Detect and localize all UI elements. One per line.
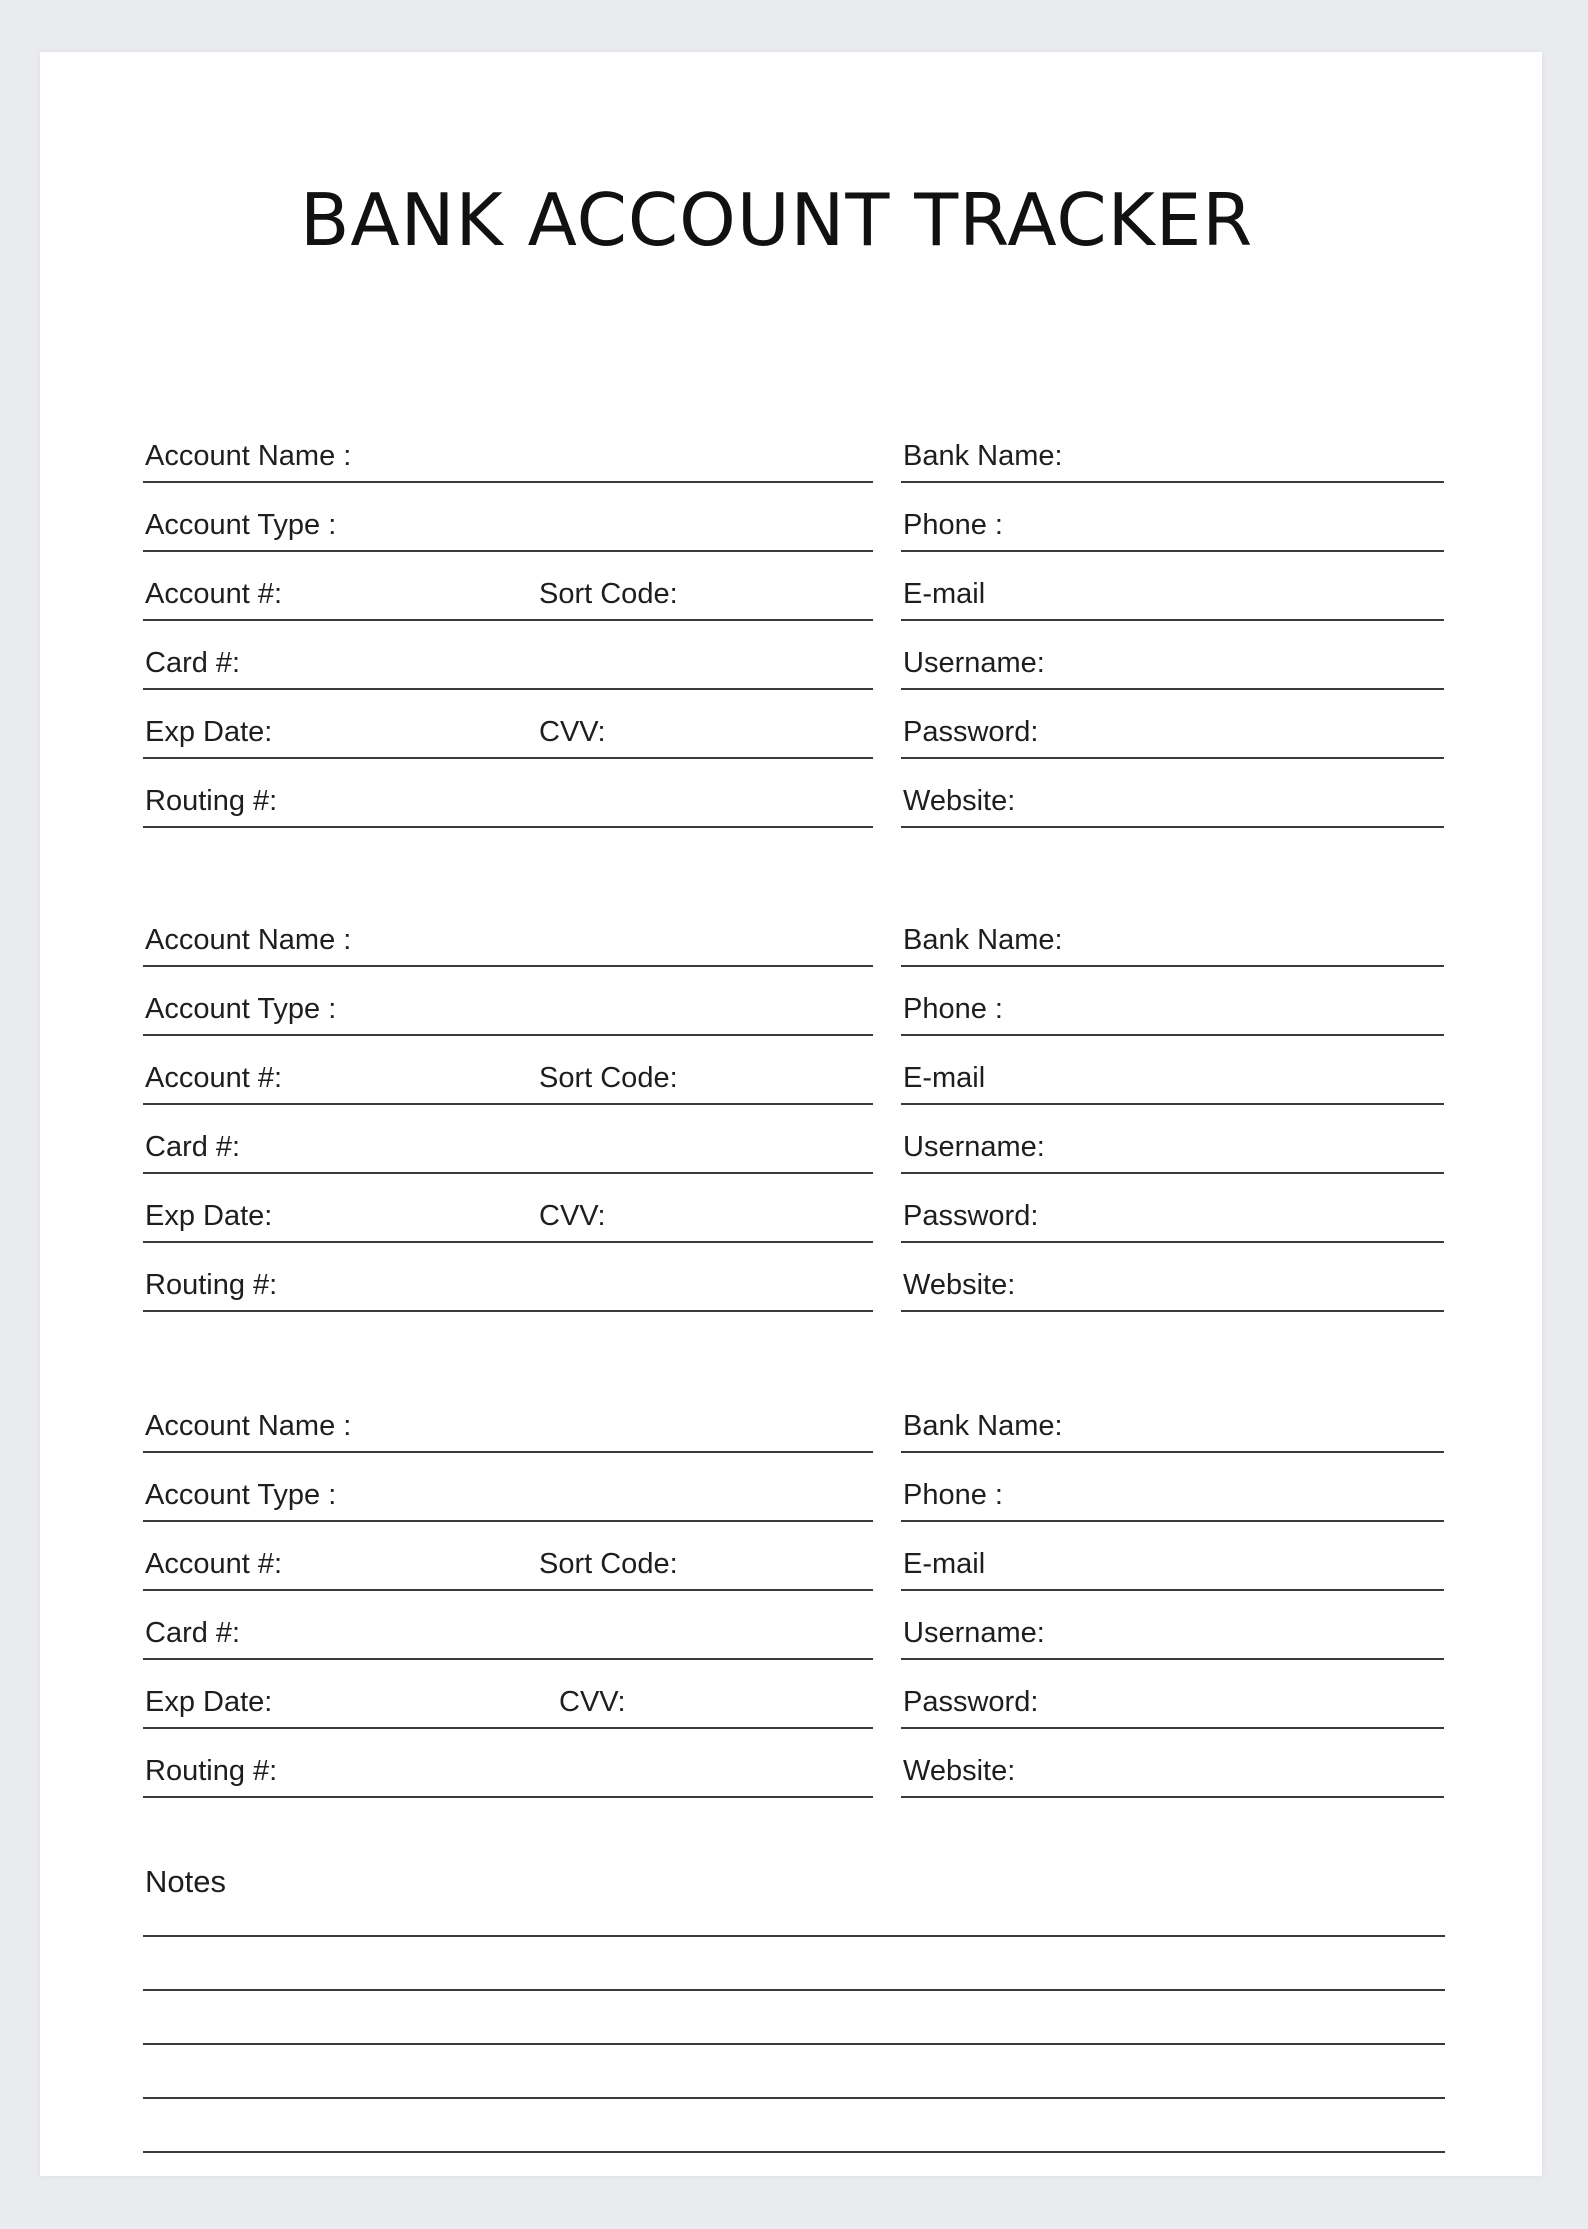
routing-number-label: Routing #:	[145, 1755, 278, 1787]
account-details-column	[143, 1384, 873, 1798]
password-field[interactable]	[901, 1660, 1444, 1729]
account-details-column	[143, 898, 873, 1312]
email-field[interactable]	[901, 1036, 1444, 1105]
password-label: Password:	[903, 716, 1039, 748]
account-number-field[interactable]	[143, 1036, 873, 1105]
account-section-1	[40, 414, 1542, 834]
email-field[interactable]	[901, 552, 1444, 621]
website-label: Website:	[903, 1755, 1016, 1787]
phone-label: Phone :	[903, 993, 1003, 1025]
bank-details-column	[901, 898, 1444, 1312]
bank-name-label: Bank Name:	[903, 924, 1063, 956]
cvv-label: CVV:	[559, 1686, 626, 1718]
account-name-label: Account Name :	[145, 440, 352, 472]
username-field[interactable]	[901, 1591, 1444, 1660]
sort-code-label: Sort Code:	[539, 1548, 678, 1580]
account-number-label: Account #:	[145, 578, 283, 610]
account-type-label: Account Type :	[145, 993, 337, 1025]
email-label: E-mail	[903, 1548, 986, 1580]
password-label: Password:	[903, 1686, 1039, 1718]
phone-label: Phone :	[903, 509, 1003, 541]
email-field[interactable]	[901, 1522, 1444, 1591]
username-field[interactable]	[901, 621, 1444, 690]
phone-field[interactable]	[901, 1453, 1444, 1522]
account-name-field[interactable]	[143, 1384, 873, 1453]
notes-label: Notes	[145, 1864, 226, 1899]
exp-date-field[interactable]	[143, 1660, 873, 1729]
cvv-label: CVV:	[539, 716, 606, 748]
routing-number-field[interactable]	[143, 759, 873, 828]
account-number-field[interactable]	[143, 552, 873, 621]
account-name-label: Account Name :	[145, 1410, 352, 1442]
cvv-label: CVV:	[539, 1200, 606, 1232]
notes-line[interactable]	[143, 1935, 1445, 1937]
sort-code-label: Sort Code:	[539, 578, 678, 610]
routing-number-label: Routing #:	[145, 1269, 278, 1301]
username-label: Username:	[903, 1131, 1045, 1163]
notes-line[interactable]	[143, 2097, 1445, 2099]
account-number-label: Account #:	[145, 1548, 283, 1580]
bank-name-field[interactable]	[901, 414, 1444, 483]
password-field[interactable]	[901, 1174, 1444, 1243]
website-field[interactable]	[901, 1243, 1444, 1312]
bank-name-field[interactable]	[901, 898, 1444, 967]
username-label: Username:	[903, 647, 1045, 679]
website-label: Website:	[903, 785, 1016, 817]
account-section-3	[40, 1384, 1542, 1804]
account-name-field[interactable]	[143, 898, 873, 967]
account-type-label: Account Type :	[145, 1479, 337, 1511]
account-section-2	[40, 898, 1542, 1318]
card-number-field[interactable]	[143, 1105, 873, 1174]
account-type-field[interactable]	[143, 967, 873, 1036]
exp-date-field[interactable]	[143, 1174, 873, 1243]
routing-number-field[interactable]	[143, 1243, 873, 1312]
account-name-label: Account Name :	[145, 924, 352, 956]
exp-date-label: Exp Date:	[145, 1200, 273, 1232]
bank-name-field[interactable]	[901, 1384, 1444, 1453]
email-label: E-mail	[903, 578, 986, 610]
notes-line[interactable]	[143, 2151, 1445, 2153]
card-number-field[interactable]	[143, 1591, 873, 1660]
sort-code-label: Sort Code:	[539, 1062, 678, 1094]
phone-label: Phone :	[903, 1479, 1003, 1511]
bank-name-label: Bank Name:	[903, 1410, 1063, 1442]
card-number-field[interactable]	[143, 621, 873, 690]
account-type-field[interactable]	[143, 483, 873, 552]
exp-date-label: Exp Date:	[145, 716, 273, 748]
page-title: BANK ACCOUNT TRACKER	[300, 178, 1254, 262]
account-type-field[interactable]	[143, 1453, 873, 1522]
email-label: E-mail	[903, 1062, 986, 1094]
account-number-field[interactable]	[143, 1522, 873, 1591]
username-label: Username:	[903, 1617, 1045, 1649]
website-field[interactable]	[901, 1729, 1444, 1798]
card-number-label: Card #:	[145, 1617, 241, 1649]
routing-number-label: Routing #:	[145, 785, 278, 817]
exp-date-field[interactable]	[143, 690, 873, 759]
username-field[interactable]	[901, 1105, 1444, 1174]
phone-field[interactable]	[901, 483, 1444, 552]
notes-line[interactable]	[143, 1989, 1445, 1991]
routing-number-field[interactable]	[143, 1729, 873, 1798]
account-number-label: Account #:	[145, 1062, 283, 1094]
phone-field[interactable]	[901, 967, 1444, 1036]
form-page	[40, 52, 1542, 2176]
account-type-label: Account Type :	[145, 509, 337, 541]
exp-date-label: Exp Date:	[145, 1686, 273, 1718]
website-field[interactable]	[901, 759, 1444, 828]
password-field[interactable]	[901, 690, 1444, 759]
notes-line[interactable]	[143, 2043, 1445, 2045]
account-details-column	[143, 414, 873, 828]
account-name-field[interactable]	[143, 414, 873, 483]
bank-name-label: Bank Name:	[903, 440, 1063, 472]
card-number-label: Card #:	[145, 1131, 241, 1163]
card-number-label: Card #:	[145, 647, 241, 679]
bank-details-column	[901, 1384, 1444, 1798]
password-label: Password:	[903, 1200, 1039, 1232]
bank-details-column	[901, 414, 1444, 828]
website-label: Website:	[903, 1269, 1016, 1301]
